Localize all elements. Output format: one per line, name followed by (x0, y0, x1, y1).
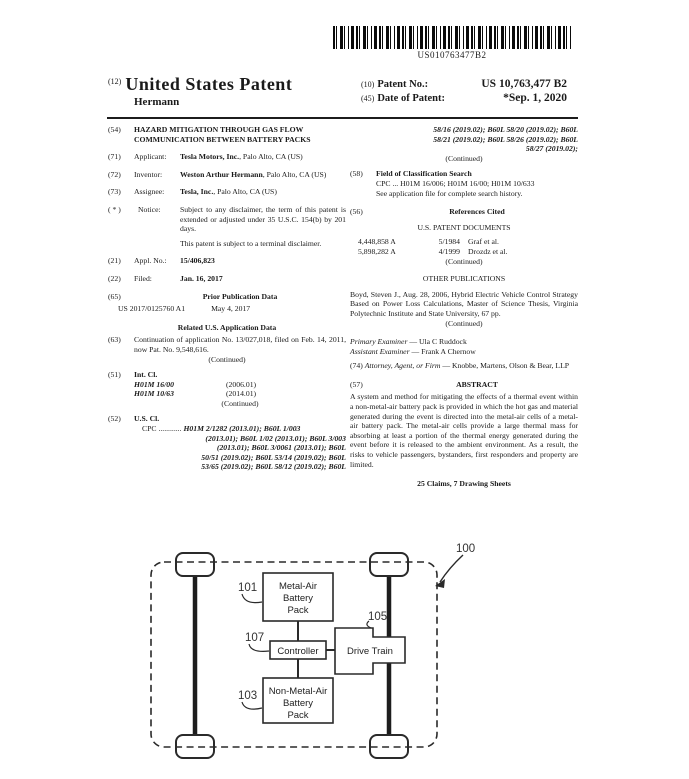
inventor-address: , Palo Alto, CA (US) (262, 169, 327, 179)
class-code: H01M 16/00 (134, 379, 174, 389)
inventor-label: Inventor: (134, 169, 163, 179)
metal-air-box-label: Metal-Air (278, 581, 318, 592)
abstract-text: A system and method for mitigating the effects of a thermal event within a non-metal-air battery pack is provided in which the hot gas and material generated during the event is directed into the metal-air cells of a metal-air battery pack. The metal-air cells provide a large thermal mass for absorbing at least a portion of the thermal energy generated during the event before it is released to the ambient environment. As a result, the risks to vehicle passengers, bystanders, first responders and property are limited. (350, 392, 578, 469)
int-cl-entry (134, 389, 346, 399)
inventor-value (180, 170, 346, 180)
metal-air-box-label: Battery (282, 593, 314, 604)
cpc-line: (2013.01); B60L 3/0061 (2013.01); B60L (216, 443, 346, 453)
int-cl-body (134, 370, 346, 408)
filed-label: Filed: (134, 273, 152, 283)
invention-title: HAZARD MITIGATION THROUGH GAS FLOW COMMUNICATION BETWEEN BATTERY PACKS (134, 125, 311, 144)
applicant-value (180, 152, 346, 162)
ref-name: Drozdz et al. (468, 246, 508, 256)
continued-note: (Continued) (445, 256, 483, 266)
attorney-label: Attorney, Agent, or Firm (364, 361, 441, 371)
field-num: (74) (350, 361, 365, 371)
ref-107-label: 107 (245, 632, 265, 644)
cpc-line: 58/27 (2019.02); (525, 144, 578, 154)
related-data-heading: Related U.S. Application Data (177, 322, 277, 332)
other-publication-text: Boyd, Steven J., Aug. 28, 2006, Hybrid Electric Vehicle Control Strategy Based on Power Loss Calculations, Master of Science Thesis, Virginia Polytechnic Institute and State University, 67 pp. (350, 289, 578, 318)
ref-100-leader (440, 555, 463, 582)
metal-air-box-label: Pack (287, 605, 309, 616)
ref-name: Graf et al. (468, 237, 499, 247)
field-num: (54) (108, 125, 121, 134)
continued-note: (Continued) (445, 318, 483, 328)
barcode-number: US010763477B2 (417, 50, 487, 60)
field-21-appl-no (108, 256, 346, 266)
notice-body (180, 205, 346, 248)
cpc-line: 58/16 (2019.02); B60L 58/20 (2019.02); B60L (433, 125, 578, 134)
right-column (350, 125, 578, 489)
ref-107-leader (249, 644, 269, 651)
int-cl-heading: Int. Cl. (134, 370, 158, 380)
field-num: (56) (350, 207, 363, 217)
class-code: H01M 10/63 (134, 389, 174, 399)
notice-paragraph-1: Subject to any disclaimer, the term of this patent is extended or adjusted under 35 U.S.C. 154(b) by 201 days. (180, 204, 346, 234)
references-heading: References Cited (449, 207, 505, 217)
us-cl-heading: U.S. Cl. (134, 414, 160, 424)
inventor-surname: Hermann (134, 96, 180, 108)
continued-note: (Continued) (445, 153, 483, 163)
patent-date: *Sep. 1, 2020 (503, 92, 567, 104)
field-num: (21) (108, 256, 121, 266)
appl-no-value: 15/406,823 (180, 256, 215, 266)
class-date: (2014.01) (226, 389, 257, 399)
header-left (108, 74, 292, 108)
pub-number: US 2017/0125760 A1 (118, 304, 186, 314)
ref-date: 5/1984 (438, 237, 460, 247)
continued-note: (Continued) (221, 398, 259, 408)
appl-no-label: Appl. No.: (134, 256, 167, 266)
us-patent-docs-heading: U.S. PATENT DOCUMENTS (417, 222, 511, 232)
field-num: (71) (108, 152, 121, 162)
notice-paragraph-2: This patent is subject to a terminal disclaimer. (180, 238, 322, 248)
assignee-value (180, 187, 346, 197)
assistant-examiner-name: — Frank A Chernow (409, 346, 476, 356)
assignee-name: Tesla, Inc. (180, 187, 214, 197)
wheel-front-right (370, 553, 408, 576)
assistant-examiner-label: Assistant Examiner (350, 346, 410, 356)
controller-box-label: Controller (277, 646, 319, 657)
claims-line: 25 Claims, 7 Drawing Sheets (417, 479, 511, 489)
field-notice (108, 205, 346, 248)
us-cl-body (134, 414, 346, 472)
cpc-line: 53/65 (2019.02); B60L 58/12 (2019.02); B60L (201, 462, 346, 472)
assignee-address: , Palo Alto, CA (US) (213, 187, 277, 197)
ref-100-label: 100 (456, 543, 476, 555)
date-of-patent-label: Date of Patent: (377, 93, 445, 104)
field-52-us-cl (108, 414, 346, 472)
field-63-continuation (108, 335, 346, 354)
assignee-label: Assignee: (134, 187, 165, 197)
patent-number: US 10,763,477 B2 (481, 78, 567, 90)
int-cl-entry (134, 380, 346, 390)
field-num: (51) (108, 370, 121, 380)
field-73-assignee (108, 187, 346, 197)
search-heading: Field of Classification Search (376, 169, 472, 179)
header-divider (107, 117, 578, 119)
applicant-address: , Palo Alto, CA (US) (239, 152, 303, 162)
non-metal-air-box-label: Battery (282, 698, 314, 709)
field-56-references (350, 207, 578, 217)
field-num: (22) (108, 273, 121, 283)
cpc-codes: H01M 2/1282 (2013.01); B60L 1/003 (183, 424, 301, 434)
applicant-label: Applicant: (134, 152, 167, 162)
cpc-line: 50/51 (2019.02); B60L 53/14 (2019.02); B60L (201, 452, 346, 462)
field-num: ( * ) (108, 204, 121, 214)
field-num: (58) (350, 169, 363, 179)
notice-label: Notice: (138, 204, 161, 214)
field-num-10: (10) (361, 80, 375, 89)
non-metal-air-box-label: Non-Metal-Air (268, 686, 328, 697)
search-note: See application file for complete search history. (376, 188, 523, 198)
field-num: (57) (350, 379, 363, 389)
barcode-block (332, 26, 572, 60)
field-51-int-cl (108, 370, 346, 408)
patent-no-label: Patent No.: (377, 79, 429, 90)
cpc-block (142, 424, 346, 472)
field-num-45: (45) (361, 94, 375, 103)
pub-date: May 4, 2017 (211, 304, 251, 314)
field-58-search (350, 169, 578, 198)
field-num: (52) (108, 414, 121, 424)
filed-date: Jan. 16, 2017 (180, 273, 223, 283)
field-22-filed (108, 274, 346, 284)
applicant-name: Tesla Motors, Inc. (180, 152, 240, 162)
barcode-icon (333, 26, 571, 49)
prior-pub-entry (118, 304, 346, 314)
document-title: United States Patent (125, 74, 293, 94)
ref-101-leader (242, 594, 262, 603)
header-right (361, 78, 567, 106)
ref-number: 5,898,282 A (358, 246, 396, 256)
class-date: (2006.01) (226, 379, 257, 389)
ref-103-label: 103 (238, 690, 258, 702)
field-65-prior-pub (108, 292, 346, 302)
ref-number: 4,448,858 A (358, 237, 396, 247)
drive-train-box-label: Drive Train (347, 646, 393, 657)
ref-101-label: 101 (238, 582, 258, 594)
continued-note: (Continued) (208, 354, 246, 364)
figure-1 (0, 530, 689, 779)
search-body (376, 169, 578, 198)
reference-row (358, 237, 578, 247)
primary-examiner-name: — Ula C Ruddock (407, 337, 467, 347)
abstract-heading: ABSTRACT (456, 379, 498, 389)
attorney-name: — Knobbe, Martens, Olson & Bear, LLP (440, 361, 570, 371)
continuation-text: Continuation of application No. 13/027,018, filed on Feb. 14, 2011, now Pat. No. 9,548,616. (134, 335, 346, 354)
wheel-front-left (176, 553, 214, 576)
cpc-line: 58/21 (2019.02); B60L 58/26 (2019.02); B60L (433, 134, 578, 144)
primary-examiner-label: Primary Examiner (350, 337, 408, 347)
cpc-line (142, 424, 346, 434)
field-num: (65) (108, 291, 121, 301)
prior-pub-heading: Prior Publication Data (202, 291, 278, 301)
field-num: (63) (108, 335, 121, 345)
field-num: (73) (108, 187, 121, 197)
ref-date: 4/1999 (438, 246, 460, 256)
non-metal-air-box-label: Pack (287, 710, 309, 721)
kind-code-12: (12) (108, 77, 122, 86)
assistant-examiner-line (350, 347, 578, 357)
ref-103-leader (242, 702, 262, 709)
attorney-line (350, 361, 578, 371)
field-72-inventor (108, 170, 346, 180)
ref-105-label: 105 (368, 611, 388, 623)
reference-row (358, 247, 578, 257)
inventor-name: Weston Arthur Hermann (180, 169, 263, 179)
field-71-applicant (108, 152, 346, 162)
search-cpc-line: CPC ... H01M 16/006; H01M 16/00; H01M 10/633 (376, 178, 535, 188)
field-57-abstract (350, 380, 578, 390)
field-num: (72) (108, 169, 121, 179)
other-publications-heading: OTHER PUBLICATIONS (422, 274, 506, 284)
primary-examiner-line (350, 337, 578, 347)
cpc-line: (2013.01); B60L 1/02 (2013.01); B60L 3/003 (205, 433, 346, 443)
cpc-prefix: CPC ............ (142, 424, 182, 434)
field-54-title (108, 125, 346, 144)
left-column (108, 125, 346, 472)
